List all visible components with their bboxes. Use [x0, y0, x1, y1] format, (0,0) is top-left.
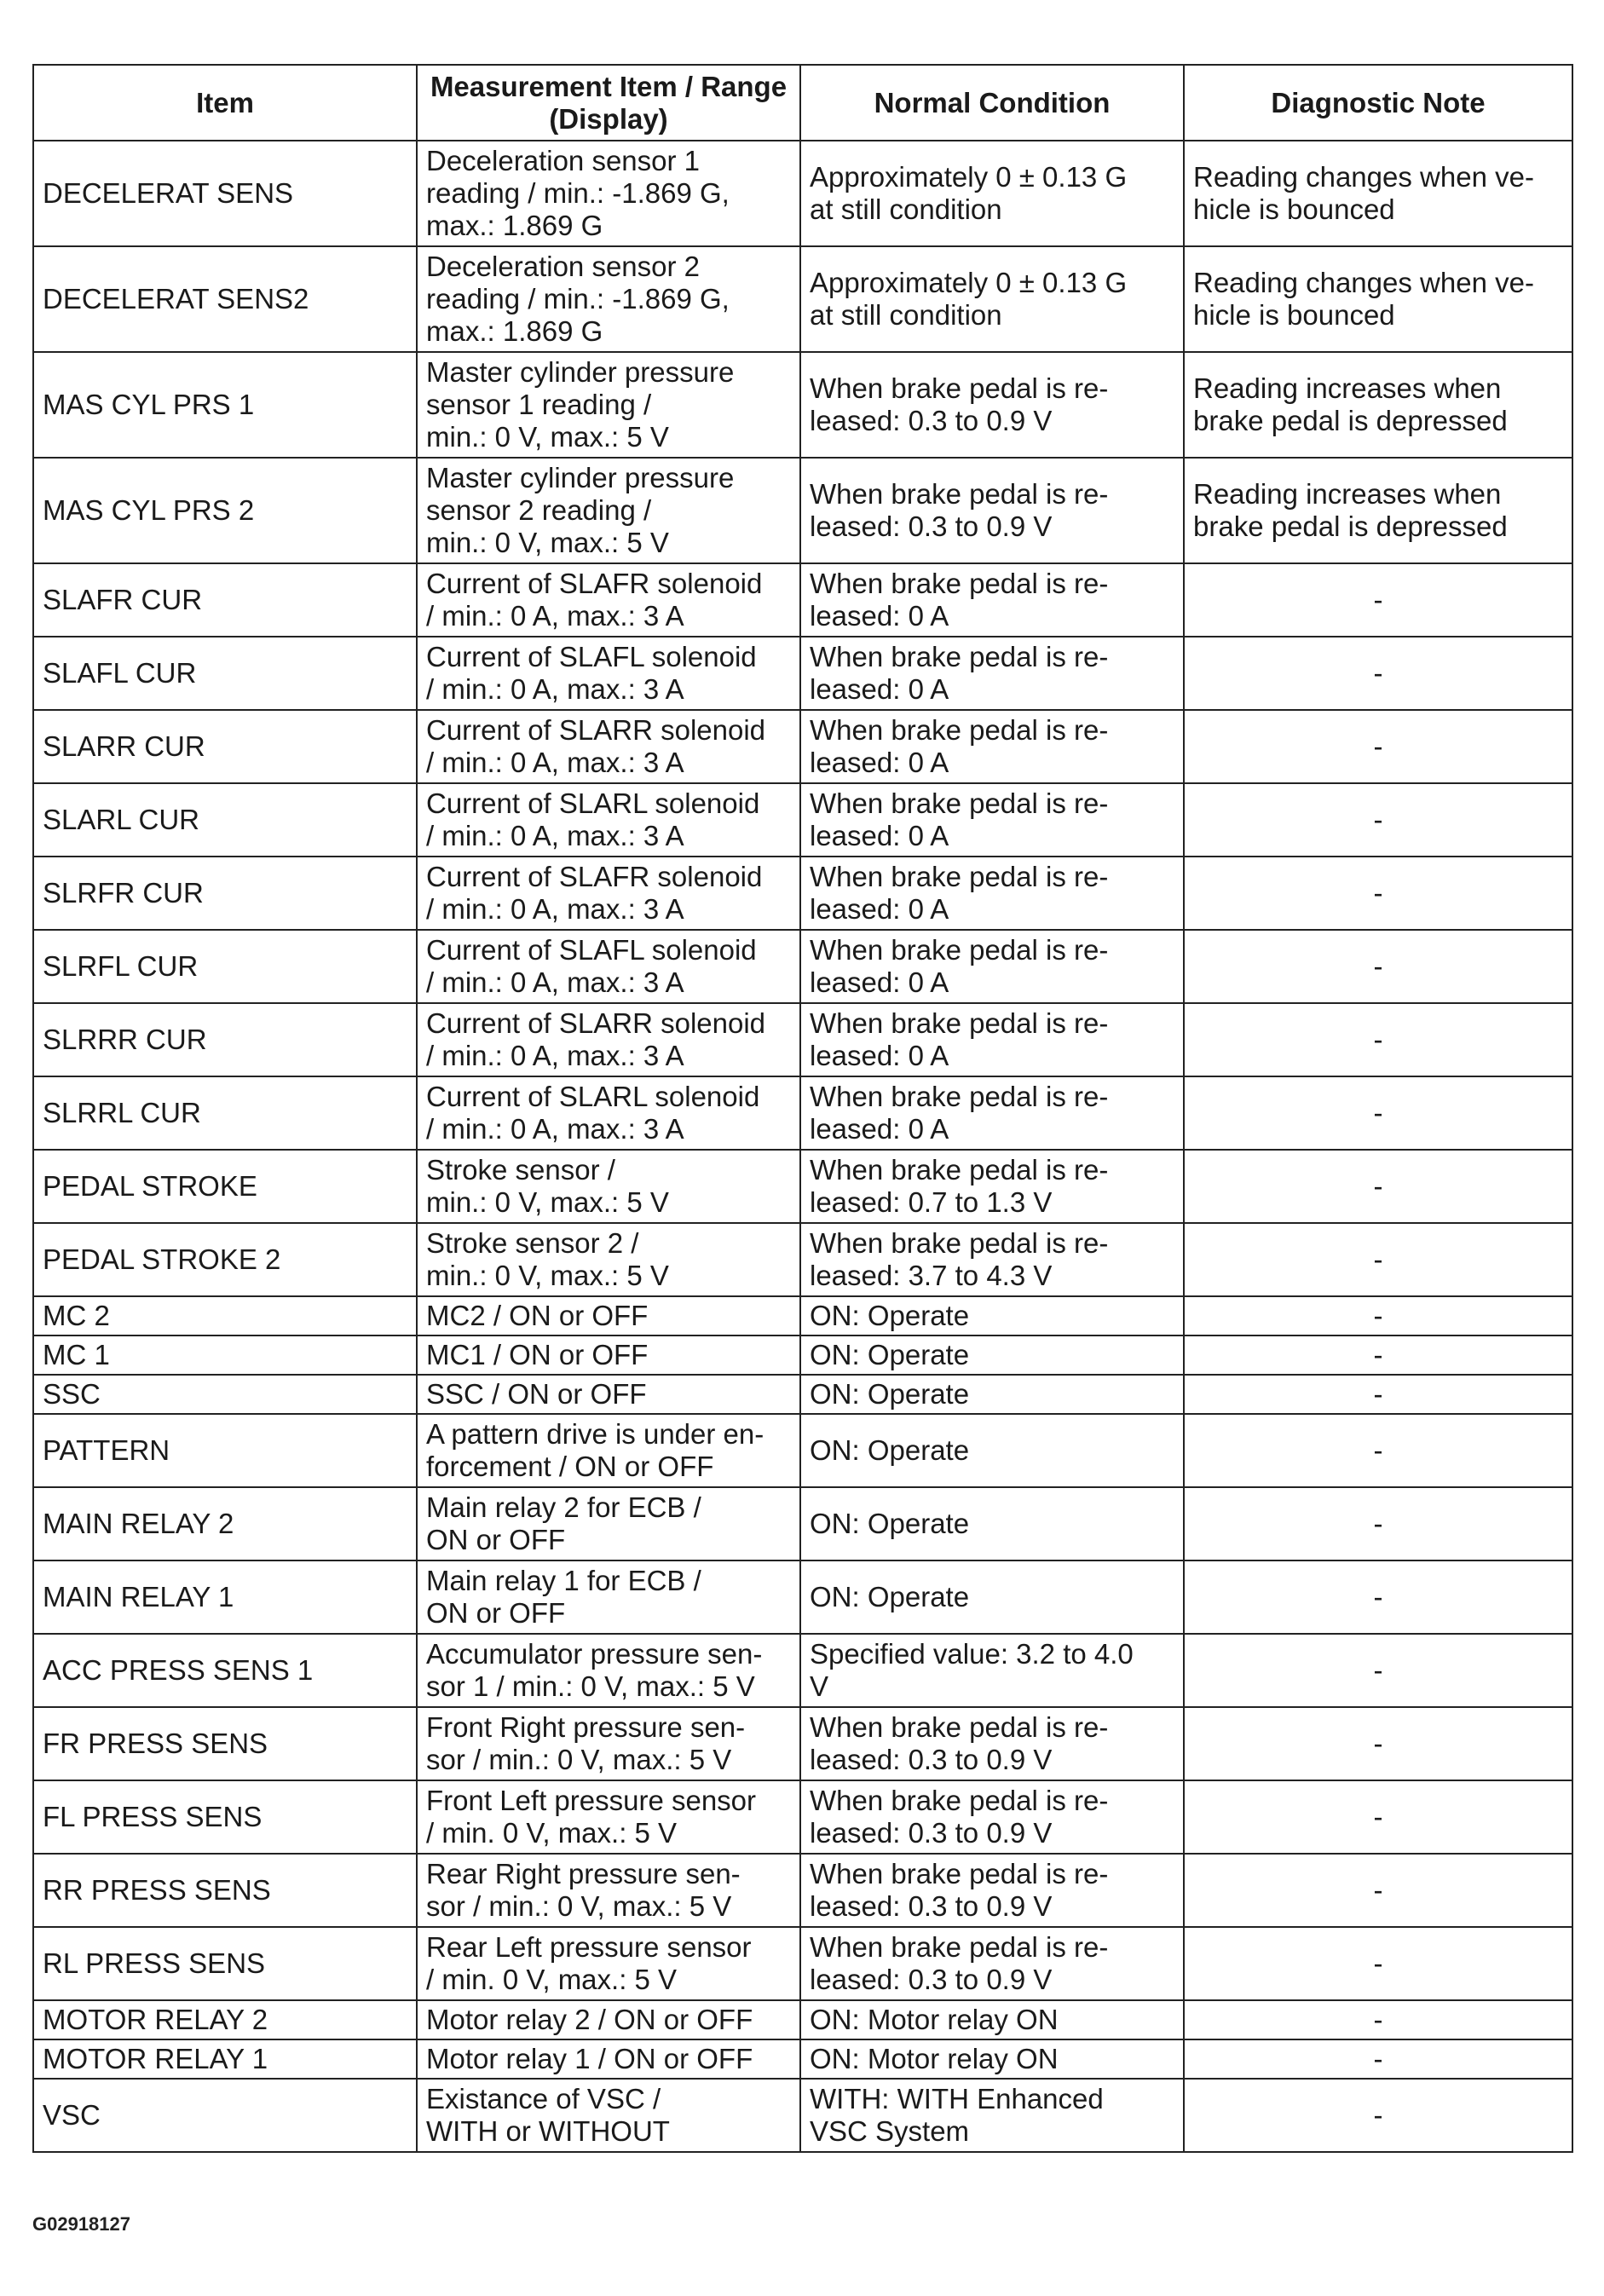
table-row [33, 563, 1572, 637]
cell-normal-condition-text: When brake pedal is re- leased: 0 A [810, 1007, 1109, 1071]
cell-item [33, 1335, 417, 1375]
cell-item-text: MOTOR RELAY 2 [43, 2004, 268, 2035]
cell-measurement [417, 1707, 800, 1780]
cell-measurement-text: Deceleration sensor 2 reading / min.: -1.869 G, max.: 1.869 G [426, 251, 730, 347]
cell-normal-condition [800, 637, 1184, 710]
cell-diagnostic-note [1184, 1927, 1572, 2000]
cell-item-text: PEDAL STROKE [43, 1170, 257, 1202]
cell-diagnostic-note [1184, 1560, 1572, 1634]
cell-measurement [417, 1560, 800, 1634]
cell-measurement [417, 246, 800, 352]
cell-item [33, 1223, 417, 1296]
table-row [33, 1927, 1572, 2000]
cell-item [33, 246, 417, 352]
cell-measurement-text: Motor relay 2 / ON or OFF [426, 2004, 753, 2035]
cell-measurement [417, 1780, 800, 1854]
cell-item [33, 1560, 417, 1634]
cell-item-text: MAS CYL PRS 1 [43, 389, 255, 420]
cell-normal-condition [800, 710, 1184, 783]
table-row [33, 710, 1572, 783]
cell-normal-condition-text: Approximately 0 ± 0.13 G at still condition [810, 161, 1128, 225]
cell-diagnostic-note [1184, 637, 1572, 710]
cell-diagnostic-note-text: - [1373, 730, 1383, 762]
cell-normal-condition-text: When brake pedal is re- leased: 0.3 to 0.9 V [810, 1858, 1109, 1922]
cell-normal-condition [800, 1003, 1184, 1076]
cell-measurement-text: Master cylinder pressure sensor 1 reading / min.: 0 V, max.: 5 V [426, 356, 735, 453]
cell-diagnostic-note-text: - [1373, 1024, 1383, 1055]
cell-item [33, 1375, 417, 1414]
cell-normal-condition-text: When brake pedal is re- leased: 0.3 to 0.9 V [810, 1711, 1109, 1775]
cell-measurement-text: Current of SLARR solenoid / min.: 0 A, max.: 3 A [426, 714, 766, 778]
table-row [33, 1560, 1572, 1634]
cell-diagnostic-note [1184, 1150, 1572, 1223]
cell-item-text: SLAFR CUR [43, 584, 203, 615]
table-row [33, 1634, 1572, 1707]
table-row [33, 1223, 1572, 1296]
cell-normal-condition [800, 1150, 1184, 1223]
cell-measurement-text: MC2 / ON or OFF [426, 1300, 649, 1331]
cell-diagnostic-note-text: - [1373, 1874, 1383, 1906]
cell-diagnostic-note-text: - [1373, 1728, 1383, 1759]
cell-diagnostic-note [1184, 2039, 1572, 2079]
cell-item-text: MAIN RELAY 2 [43, 1508, 234, 1539]
cell-normal-condition [800, 2079, 1184, 2152]
cell-item [33, 1854, 417, 1927]
cell-measurement-text: Stroke sensor / min.: 0 V, max.: 5 V [426, 1154, 669, 1218]
table-row [33, 1487, 1572, 1560]
cell-measurement [417, 2000, 800, 2039]
cell-diagnostic-note-text: - [1373, 1300, 1383, 1331]
cell-item [33, 458, 417, 563]
cell-item [33, 141, 417, 246]
table-row [33, 1296, 1572, 1335]
cell-item-text: SLARR CUR [43, 730, 205, 762]
table-row [33, 1150, 1572, 1223]
cell-normal-condition-text: When brake pedal is re- leased: 0 A [810, 934, 1109, 998]
cell-item-text: FL PRESS SENS [43, 1801, 263, 1832]
cell-item [33, 1707, 417, 1780]
cell-diagnostic-note [1184, 1375, 1572, 1414]
table-row [33, 2000, 1572, 2039]
cell-measurement-text: SSC / ON or OFF [426, 1378, 647, 1410]
cell-diagnostic-note-text: Reading changes when ve- hicle is bounced [1193, 267, 1534, 331]
cell-diagnostic-note-text: - [1373, 1434, 1383, 1466]
cell-diagnostic-note [1184, 783, 1572, 857]
cell-item [33, 352, 417, 458]
cell-measurement-text: Rear Left pressure sensor / min. 0 V, max.: 5 V [426, 1931, 752, 1995]
cell-diagnostic-note-text: - [1373, 804, 1383, 835]
cell-item [33, 2000, 417, 2039]
cell-item-text: RL PRESS SENS [43, 1947, 266, 1979]
cell-measurement-text: Front Left pressure sensor / min. 0 V, max.: 5 V [426, 1785, 757, 1849]
cell-measurement-text: Current of SLARL solenoid / min.: 0 A, max.: 3 A [426, 787, 760, 851]
cell-item-text: ACC PRESS SENS 1 [43, 1654, 314, 1686]
cell-normal-condition-text: When brake pedal is re- leased: 0 A [810, 1081, 1109, 1145]
cell-diagnostic-note-text: - [1373, 1654, 1383, 1686]
cell-normal-condition [800, 2000, 1184, 2039]
cell-item-text: VSC [43, 2099, 101, 2131]
cell-measurement-text: MC1 / ON or OFF [426, 1339, 649, 1370]
cell-item-text: FR PRESS SENS [43, 1728, 268, 1759]
cell-measurement-text: Current of SLAFR solenoid / min.: 0 A, max.: 3 A [426, 861, 763, 925]
cell-normal-condition-text: ON: Operate [810, 1581, 970, 1612]
cell-diagnostic-note [1184, 710, 1572, 783]
cell-diagnostic-note-text: Reading increases when brake pedal is depressed [1193, 478, 1508, 542]
cell-diagnostic-note [1184, 1335, 1572, 1375]
cell-item [33, 1634, 417, 1707]
table-row [33, 141, 1572, 246]
cell-normal-condition [800, 352, 1184, 458]
cell-normal-condition [800, 1223, 1184, 1296]
cell-measurement-text: Accumulator pressure sen- sor 1 / min.: 0 V, max.: 5 V [426, 1638, 763, 1702]
header-item: Item [33, 65, 417, 141]
cell-measurement-text: Rear Right pressure sen- sor / min.: 0 V, max.: 5 V [426, 1858, 741, 1922]
cell-normal-condition-text: Approximately 0 ± 0.13 G at still condition [810, 267, 1128, 331]
cell-measurement-text: A pattern drive is under en- forcement / ON or OFF [426, 1418, 764, 1482]
table-row [33, 1414, 1572, 1487]
cell-item [33, 637, 417, 710]
cell-item [33, 1487, 417, 1560]
cell-diagnostic-note [1184, 1223, 1572, 1296]
cell-item [33, 1003, 417, 1076]
cell-normal-condition [800, 2039, 1184, 2079]
cell-item [33, 2039, 417, 2079]
cell-measurement-text: Main relay 2 for ECB / ON or OFF [426, 1491, 701, 1555]
cell-item-text: RR PRESS SENS [43, 1874, 271, 1906]
cell-normal-condition [800, 1335, 1184, 1375]
table-row [33, 2079, 1572, 2152]
cell-normal-condition [800, 1375, 1184, 1414]
cell-diagnostic-note-text: Reading increases when brake pedal is depressed [1193, 372, 1508, 436]
cell-diagnostic-note-text: - [1373, 950, 1383, 982]
cell-normal-condition-text: When brake pedal is re- leased: 0.3 to 0.9 V [810, 372, 1109, 436]
cell-diagnostic-note [1184, 857, 1572, 930]
cell-diagnostic-note [1184, 1634, 1572, 1707]
cell-measurement-text: Current of SLAFL solenoid / min.: 0 A, max.: 3 A [426, 641, 757, 705]
table-row [33, 1854, 1572, 1927]
cell-diagnostic-note [1184, 930, 1572, 1003]
cell-measurement-text: Master cylinder pressure sensor 2 reading / min.: 0 V, max.: 5 V [426, 462, 735, 558]
cell-measurement [417, 2079, 800, 2152]
cell-normal-condition-text: When brake pedal is re- leased: 3.7 to 4.3 V [810, 1227, 1109, 1291]
cell-diagnostic-note-text: - [1373, 1378, 1383, 1410]
cell-normal-condition-text: ON: Motor relay ON [810, 2004, 1059, 2035]
cell-measurement-text: Front Right pressure sen- sor / min.: 0 V, max.: 5 V [426, 1711, 746, 1775]
cell-diagnostic-note [1184, 1707, 1572, 1780]
cell-diagnostic-note-text: - [1373, 1097, 1383, 1128]
cell-item-text: DECELERAT SENS2 [43, 283, 309, 314]
cell-normal-condition-text: When brake pedal is re- leased: 0 A [810, 714, 1109, 778]
cell-item-text: SLRFR CUR [43, 877, 204, 909]
table-row [33, 857, 1572, 930]
cell-diagnostic-note-text: - [1373, 877, 1383, 909]
cell-diagnostic-note-text: - [1373, 1947, 1383, 1979]
cell-measurement [417, 1335, 800, 1375]
cell-diagnostic-note [1184, 246, 1572, 352]
cell-normal-condition-text: Specified value: 3.2 to 4.0 V [810, 1638, 1134, 1702]
cell-normal-condition-text: When brake pedal is re- leased: 0.3 to 0.9 V [810, 1931, 1109, 1995]
cell-normal-condition [800, 1854, 1184, 1927]
cell-item [33, 1780, 417, 1854]
cell-item-text: MAS CYL PRS 2 [43, 494, 255, 526]
cell-normal-condition [800, 563, 1184, 637]
cell-normal-condition [800, 1634, 1184, 1707]
cell-item [33, 1927, 417, 2000]
cell-normal-condition [800, 1296, 1184, 1335]
cell-normal-condition [800, 1076, 1184, 1150]
cell-item-text: PEDAL STROKE 2 [43, 1243, 281, 1275]
cell-normal-condition [800, 1487, 1184, 1560]
cell-normal-condition [800, 1560, 1184, 1634]
cell-measurement [417, 1076, 800, 1150]
table-row [33, 1003, 1572, 1076]
cell-measurement-text: Existance of VSC / WITH or WITHOUT [426, 2083, 670, 2147]
cell-diagnostic-note-text: - [1373, 1801, 1383, 1832]
cell-normal-condition-text: ON: Operate [810, 1339, 970, 1370]
cell-normal-condition-text: When brake pedal is re- leased: 0 A [810, 861, 1109, 925]
header-diagnostic-note: Diagnostic Note [1184, 65, 1572, 141]
table-row [33, 1076, 1572, 1150]
cell-diagnostic-note [1184, 2079, 1572, 2152]
cell-measurement [417, 637, 800, 710]
cell-item-text: MAIN RELAY 1 [43, 1581, 234, 1612]
cell-item-text: MC 2 [43, 1300, 110, 1331]
table-row [33, 1780, 1572, 1854]
cell-measurement [417, 563, 800, 637]
cell-measurement [417, 1296, 800, 1335]
cell-diagnostic-note-text: Reading changes when ve- hicle is bounced [1193, 161, 1534, 225]
cell-measurement-text: Main relay 1 for ECB / ON or OFF [426, 1565, 701, 1629]
cell-item [33, 1076, 417, 1150]
table-row [33, 458, 1572, 563]
cell-item-text: SSC [43, 1378, 101, 1410]
cell-diagnostic-note-text: - [1373, 1581, 1383, 1612]
cell-measurement [417, 458, 800, 563]
header-normal-condition: Normal Condition [800, 65, 1184, 141]
cell-item-text: SLAFL CUR [43, 657, 197, 689]
cell-diagnostic-note [1184, 1854, 1572, 1927]
cell-normal-condition-text: ON: Operate [810, 1378, 970, 1410]
table-row [33, 930, 1572, 1003]
cell-measurement-text: Current of SLARR solenoid / min.: 0 A, max.: 3 A [426, 1007, 766, 1071]
table-header-row [33, 65, 1572, 141]
cell-normal-condition [800, 246, 1184, 352]
cell-normal-condition-text: ON: Operate [810, 1434, 970, 1466]
cell-diagnostic-note-text: - [1373, 1508, 1383, 1539]
cell-item-text: SLRFL CUR [43, 950, 199, 982]
cell-item [33, 563, 417, 637]
table-row [33, 1375, 1572, 1414]
table-row [33, 352, 1572, 458]
cell-item [33, 1296, 417, 1335]
cell-item-text: PATTERN [43, 1434, 170, 1466]
cell-diagnostic-note-text: - [1373, 1170, 1383, 1202]
cell-diagnostic-note-text: - [1373, 2043, 1383, 2074]
table-row [33, 1335, 1572, 1375]
cell-normal-condition [800, 1927, 1184, 2000]
table-row [33, 783, 1572, 857]
cell-diagnostic-note-text: - [1373, 584, 1383, 615]
cell-measurement [417, 1634, 800, 1707]
cell-measurement [417, 930, 800, 1003]
cell-measurement-text: Motor relay 1 / ON or OFF [426, 2043, 753, 2074]
cell-item [33, 710, 417, 783]
cell-normal-condition-text: When brake pedal is re- leased: 0 A [810, 641, 1109, 705]
cell-measurement [417, 1927, 800, 2000]
cell-item-text: DECELERAT SENS [43, 177, 294, 209]
cell-diagnostic-note [1184, 352, 1572, 458]
cell-measurement [417, 2039, 800, 2079]
cell-item [33, 1414, 417, 1487]
cell-normal-condition [800, 783, 1184, 857]
cell-diagnostic-note-text: - [1373, 1243, 1383, 1275]
cell-normal-condition-text: WITH: WITH Enhanced VSC System [810, 2083, 1104, 2147]
cell-measurement-text: Current of SLARL solenoid / min.: 0 A, max.: 3 A [426, 1081, 760, 1145]
cell-diagnostic-note [1184, 2000, 1572, 2039]
cell-normal-condition [800, 141, 1184, 246]
cell-diagnostic-note-text: - [1373, 1339, 1383, 1370]
cell-diagnostic-note [1184, 1003, 1572, 1076]
cell-normal-condition [800, 1780, 1184, 1854]
cell-item-text: MC 1 [43, 1339, 110, 1370]
cell-diagnostic-note-text: - [1373, 2004, 1383, 2035]
cell-measurement [417, 857, 800, 930]
table-row [33, 637, 1572, 710]
cell-normal-condition-text: When brake pedal is re- leased: 0.3 to 0.9 V [810, 1785, 1109, 1849]
cell-normal-condition [800, 1414, 1184, 1487]
cell-measurement [417, 1150, 800, 1223]
cell-measurement [417, 352, 800, 458]
cell-measurement [417, 1854, 800, 1927]
data-list-table [32, 64, 1573, 2153]
figure-id: G02918127 [32, 2213, 130, 2235]
cell-normal-condition-text: When brake pedal is re- leased: 0 A [810, 568, 1109, 632]
cell-item [33, 930, 417, 1003]
cell-item [33, 2079, 417, 2152]
cell-measurement-text: Current of SLAFR solenoid / min.: 0 A, max.: 3 A [426, 568, 763, 632]
cell-diagnostic-note [1184, 563, 1572, 637]
cell-measurement-text: Deceleration sensor 1 reading / min.: -1.869 G, max.: 1.869 G [426, 145, 730, 241]
cell-normal-condition [800, 930, 1184, 1003]
cell-item-text: SLRRR CUR [43, 1024, 207, 1055]
cell-measurement [417, 710, 800, 783]
cell-measurement [417, 1223, 800, 1296]
cell-item-text: SLRRL CUR [43, 1097, 201, 1128]
cell-normal-condition-text: When brake pedal is re- leased: 0.3 to 0.9 V [810, 478, 1109, 542]
cell-diagnostic-note [1184, 458, 1572, 563]
cell-diagnostic-note-text: - [1373, 657, 1383, 689]
cell-measurement-text: Current of SLAFL solenoid / min.: 0 A, max.: 3 A [426, 934, 757, 998]
cell-diagnostic-note [1184, 1076, 1572, 1150]
cell-item [33, 783, 417, 857]
header-measurement-item: Measurement Item / Range (Display) [417, 65, 800, 141]
cell-diagnostic-note [1184, 1487, 1572, 1560]
cell-measurement [417, 1487, 800, 1560]
cell-measurement [417, 141, 800, 246]
cell-normal-condition-text: ON: Motor relay ON [810, 2043, 1059, 2074]
cell-normal-condition [800, 857, 1184, 930]
table-row [33, 2039, 1572, 2079]
cell-diagnostic-note [1184, 1296, 1572, 1335]
cell-diagnostic-note [1184, 1414, 1572, 1487]
cell-measurement [417, 1375, 800, 1414]
cell-item [33, 1150, 417, 1223]
cell-item-text: MOTOR RELAY 1 [43, 2043, 268, 2074]
cell-measurement [417, 1003, 800, 1076]
cell-measurement [417, 783, 800, 857]
cell-diagnostic-note-text: - [1373, 2099, 1383, 2131]
table-row [33, 246, 1572, 352]
cell-normal-condition-text: When brake pedal is re- leased: 0.7 to 1.3 V [810, 1154, 1109, 1218]
cell-diagnostic-note [1184, 1780, 1572, 1854]
cell-normal-condition-text: ON: Operate [810, 1508, 970, 1539]
cell-normal-condition [800, 458, 1184, 563]
cell-measurement-text: Stroke sensor 2 / min.: 0 V, max.: 5 V [426, 1227, 669, 1291]
cell-normal-condition [800, 1707, 1184, 1780]
cell-diagnostic-note [1184, 141, 1572, 246]
diagnostic-data-list [32, 64, 1572, 2153]
cell-item-text: SLARL CUR [43, 804, 199, 835]
table-row [33, 1707, 1572, 1780]
cell-measurement [417, 1414, 800, 1487]
cell-normal-condition-text: ON: Operate [810, 1300, 970, 1331]
cell-normal-condition-text: When brake pedal is re- leased: 0 A [810, 787, 1109, 851]
cell-item [33, 857, 417, 930]
